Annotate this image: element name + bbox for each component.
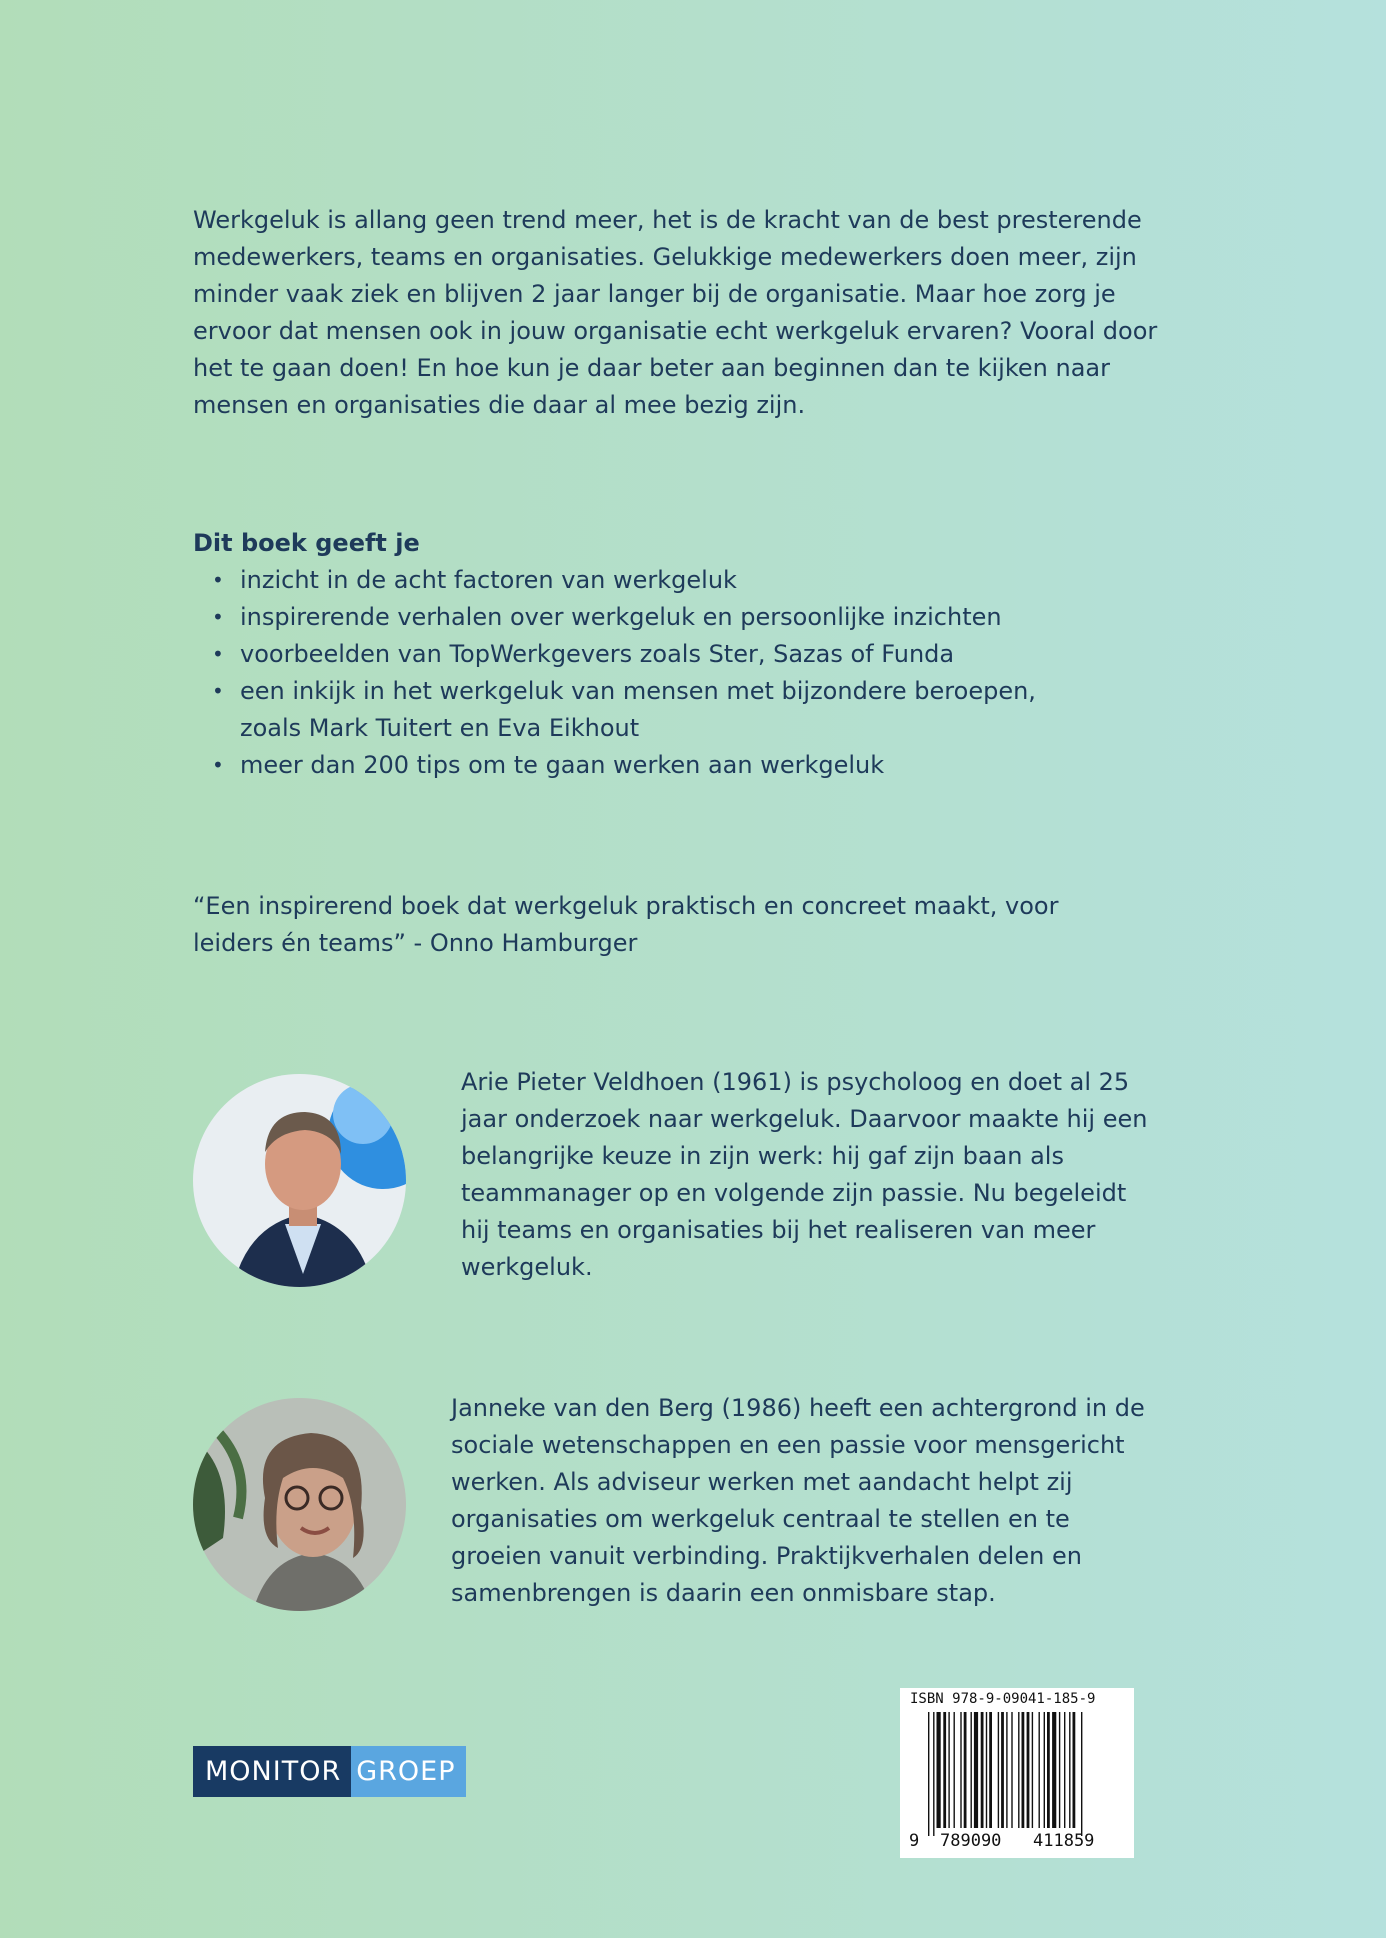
features-list [193,562,1173,784]
author-bio-2: Janneke van den Berg (1986) heeft een achtergrond in de sociale wetenschappen en een passie voor mensgericht werken. Als adviseur werken met aandacht helpt zij organisaties om werkgeluk centraal te stellen en te groeien vanuit verbinding. Praktijkverhalen delen en samenbrengen is daarin een onmisbare stap. [451,1394,1145,1607]
list-item [193,636,1173,673]
author-bio-1: Arie Pieter Veldhoen (1961) is psycholoog en doet al 25 jaar onderzoek naar werkgeluk. Daarvoor maakte hij een belangrijke keuze in zijn werk: hij gaf zijn baan als teammanager op en volgende zijn passie. Nu begeleidt hij teams en organisaties bij het realiseren van meer werkgeluk. [461,1068,1148,1281]
intro-text: Werkgeluk is allang geen trend meer, het is de kracht van de best presterende medewerkers, teams en organisaties. Gelukkige medewerkers doen meer, zijn minder vaak ziek en blijven 2 jaar langer bij de organisatie. Maar hoe zorg je ervoor dat mensen ook in jouw organisatie echt werkgeluk ervaren? Vooral door het te gaan doen! En hoe kun je daar beter aan beginnen dan te kijken naar mensen en organisaties die daar al mee bezig zijn. [193,206,1158,419]
bullet-icon: • [212,753,224,777]
list-item-text: voorbeelden van TopWerkgevers zoals Ster, Sazas of Funda [240,640,955,668]
list-item [193,673,1060,747]
bullet-icon: • [212,568,224,592]
barcode-digits-left: 789090 [940,1831,1002,1851]
list-item [193,747,1173,784]
list-item [193,599,1173,636]
bullet-icon: • [212,679,224,703]
author-portrait-woman-icon [193,1398,406,1611]
features-title: Dit boek geeft je [193,529,420,557]
list-item [193,562,1173,599]
isbn-barcode [900,1688,1134,1858]
isbn-label: ISBN 978-9-09041-185-9 [910,1691,1096,1707]
publisher-logo [193,1746,466,1797]
barcode-bars-icon [900,1688,1134,1858]
list-item-text: meer dan 200 tips om te gaan werken aan werkgeluk [240,751,885,779]
list-item-text: inzicht in de acht factoren van werkgeluk [240,566,737,594]
bullet-icon: • [212,605,224,629]
author-photo-arie [193,1074,406,1287]
list-item-text: een inkijk in het werkgeluk van mensen met bijzondere beroepen, zoals Mark Tuitert en Eva Eikhout [240,677,1036,742]
quote-text: “Een inspirerend boek dat werkgeluk praktisch en concreet maakt, voor leiders én teams” - Onno Hamburger [193,892,1059,957]
bullet-icon: • [212,642,224,666]
barcode-digit-first: 9 [909,1831,920,1851]
publisher-logo-part-2: GROEP [351,1746,465,1797]
author-photo-janneke [193,1398,406,1611]
author-portrait-man-icon [193,1074,406,1287]
list-item-text: inspirerende verhalen over werkgeluk en persoonlijke inzichten [240,603,1002,631]
barcode-digits-right: 411859 [1033,1831,1095,1851]
features-section [193,525,1173,784]
publisher-logo-part-1: MONITOR [193,1746,351,1797]
